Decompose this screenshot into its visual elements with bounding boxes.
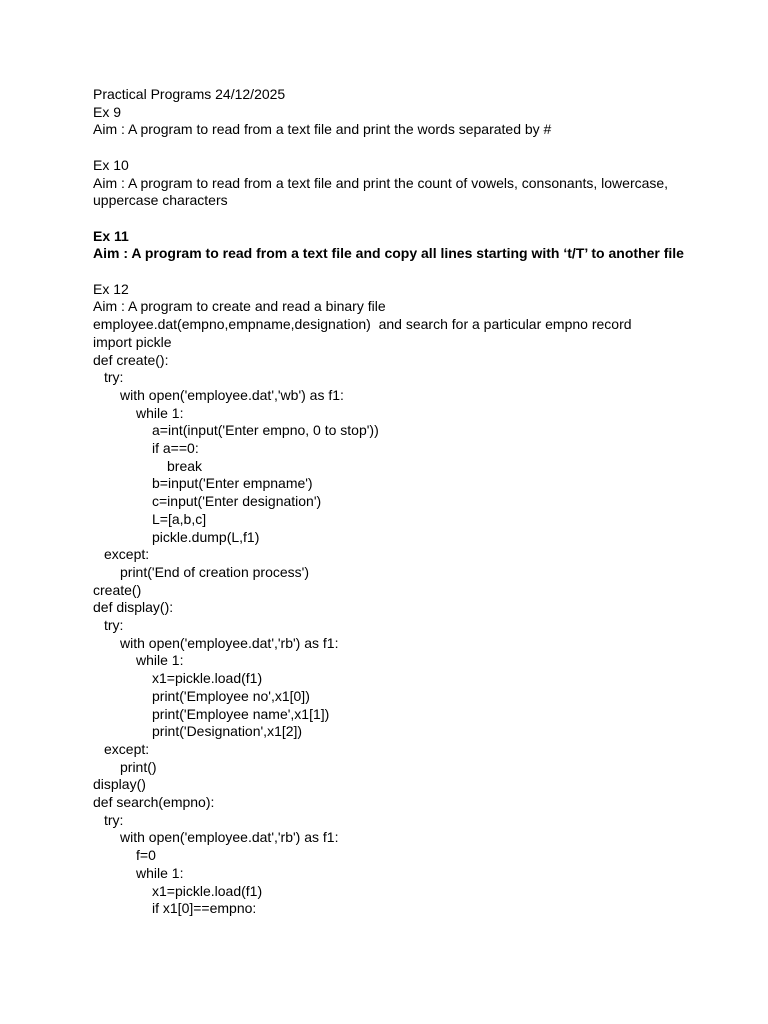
code-line: def create(): — [93, 351, 169, 368]
code-line: print('End of creation process') — [120, 563, 309, 580]
code-line: break — [167, 457, 203, 474]
code-line: display() — [93, 776, 146, 793]
blank-line — [93, 139, 693, 157]
blank-line — [93, 263, 693, 281]
code-line: print('Employee name',x1[1]) — [152, 705, 330, 722]
ex12-label: Ex 12 — [93, 280, 129, 297]
code-line: def search(empno): — [93, 794, 215, 811]
code-line: if a==0: — [152, 440, 199, 457]
code-line: while 1: — [136, 652, 184, 669]
ex11-aim: Aim : A program to read from a text file and copy all lines starting with ‘t/T’ to another file — [93, 245, 684, 262]
code-line: x1=pickle.load(f1) — [152, 882, 263, 899]
code-line: f=0 — [136, 847, 156, 864]
blank-line — [93, 210, 693, 228]
code-line: c=input('Enter designation') — [152, 493, 322, 510]
code-line: def display(): — [93, 599, 174, 616]
ex9-label: Ex 9 — [93, 103, 122, 120]
ex11-label: Ex 11 — [93, 227, 129, 244]
ex10-aim: Aim : A program to read from a text file and print the count of vowels, consonants, lowercase, uppercase characters — [93, 174, 669, 209]
code-line: print('Employee no',x1[0]) — [152, 687, 310, 704]
code-line: with open('employee.dat','rb') as f1: — [120, 634, 339, 651]
code-line: try: — [104, 369, 124, 386]
document-page — [93, 86, 693, 918]
code-line: import pickle — [93, 333, 172, 350]
ex10-label: Ex 10 — [93, 156, 129, 173]
code-line: while 1: — [136, 864, 184, 881]
document-title: Practical Programs 24/12/2025 — [93, 86, 286, 102]
code-line: with open('employee.dat','rb') as f1: — [120, 829, 339, 846]
code-line: except: — [104, 740, 150, 757]
ex12-aim-continued: employee.dat(empno,empname,designation) and search for a particular empno record — [93, 316, 632, 333]
code-line: print() — [120, 758, 157, 775]
ex9-aim: Aim : A program to read from a text file and print the words separated by # — [93, 121, 552, 138]
code-line: b=input('Enter empname') — [152, 475, 313, 492]
code-line: x1=pickle.load(f1) — [152, 670, 263, 687]
ex12-aim: Aim : A program to create and read a binary file — [93, 298, 386, 315]
code-line: try: — [104, 811, 124, 828]
code-line: except: — [104, 546, 150, 563]
code-line: with open('employee.dat','wb') as f1: — [120, 386, 344, 403]
code-line: create() — [93, 581, 142, 598]
code-line: while 1: — [136, 404, 184, 421]
code-line: print('Designation',x1[2]) — [152, 723, 303, 740]
code-line: try: — [104, 617, 124, 634]
code-line: pickle.dump(L,f1) — [152, 528, 260, 545]
code-line: a=int(input('Enter empno, 0 to stop')) — [152, 422, 379, 439]
code-line: L=[a,b,c] — [152, 510, 207, 527]
code-line: if x1[0]==empno: — [152, 900, 257, 917]
